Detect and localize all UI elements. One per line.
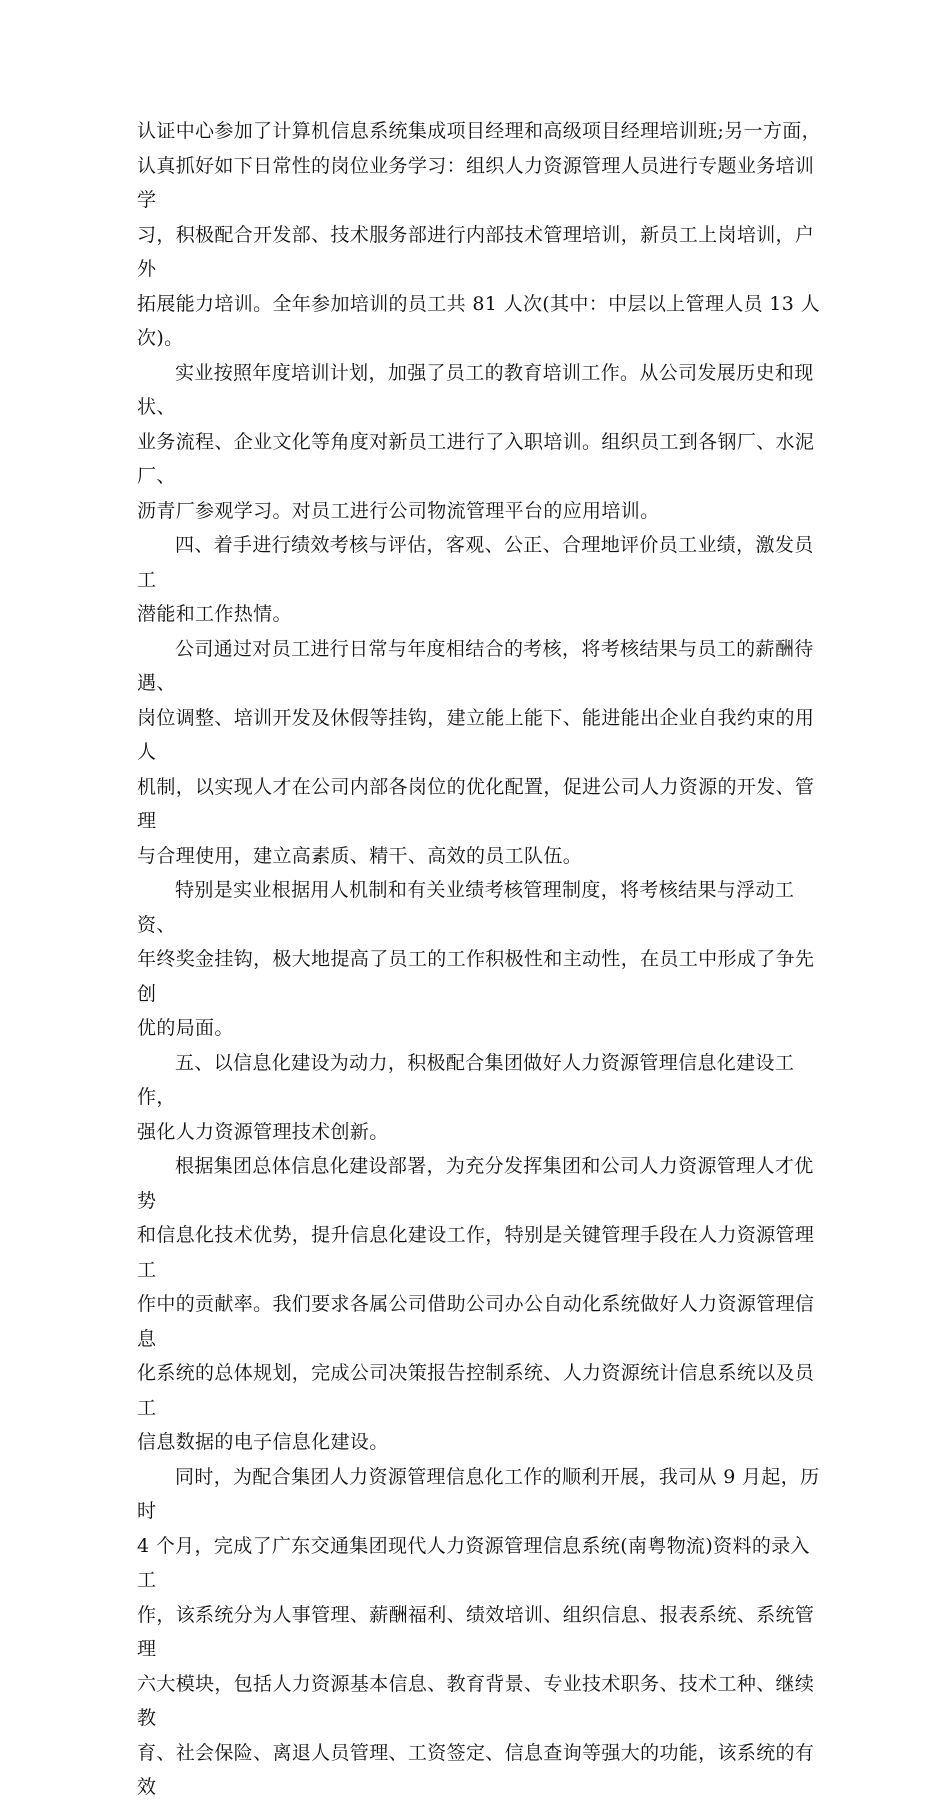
- text-line: 认证中心参加了计算机信息系统集成项目经理和高级项目经理培训班;另一方面，: [137, 120, 822, 142]
- text-line: 岗位调整、培训开发及休假等挂钩，建立能上能下、能进能出企业自我约束的用人: [137, 706, 815, 763]
- text-line: 五、以信息化建设为动力，积极配合集团做好人力资源管理信息化建设工作，: [137, 1051, 795, 1108]
- document-body: [137, 114, 827, 1805]
- paragraph: [137, 873, 827, 1046]
- text-line: 和信息化技术优势，提升信息化建设工作，特别是关键管理手段在人力资源管理工: [137, 1224, 815, 1281]
- text-line: 同时，为配合集团人力资源管理信息化工作的顺利开展，我司从 9 月起，历时: [137, 1465, 820, 1522]
- paragraph: [137, 632, 827, 874]
- paragraph: [137, 114, 827, 356]
- text-line: 强化人力资源管理技术创新。: [137, 1120, 389, 1143]
- text-line: 4 个月，完成了广东交通集团现代人力资源管理信息系统(南粤物流)资料的录入工: [137, 1534, 810, 1591]
- text-line: 六大模块，包括人力资源基本信息、教育背景、专业技术职务、技术工种、继续教: [137, 1672, 815, 1729]
- text-line: 实业按照年度培训计划，加强了员工的教育培训工作。从公司发展历史和现状、: [137, 361, 814, 418]
- text-line: 机制，以实现人才在公司内部各岗位的优化配置，促进公司人力资源的开发、管理: [137, 775, 815, 832]
- text-line: 认真抓好如下日常性的岗位业务学习：组织人力资源管理人员进行专题业务培训学: [137, 154, 815, 211]
- text-line: 育、社会保险、离退人员管理、工资签定、信息查询等强大的功能，该系统的有效: [137, 1741, 815, 1798]
- text-line: 与合理使用，建立高素质、精干、高效的员工队伍。: [137, 844, 583, 867]
- text-line: 四、着手进行绩效考核与评估，客观、公正、合理地评价员工业绩，激发员工: [137, 534, 814, 591]
- text-line: 根据集团总体信息化建设部署，为充分发挥集团和公司人力资源管理人才优势: [137, 1155, 814, 1212]
- text-line: 业务流程、企业文化等角度对新员工进行了入职培训。组织员工到各钢厂、水泥厂、: [137, 430, 815, 487]
- paragraph: [137, 1046, 827, 1150]
- text-line: 信息数据的电子信息化建设。: [137, 1431, 389, 1453]
- text-line: 作中的贡献率。我们要求各属公司借助公司办公自动化系统做好人力资源管理信息: [137, 1293, 815, 1350]
- text-line: 优的局面。: [137, 1017, 234, 1039]
- text-line: 公司通过对员工进行日常与年度相结合的考核，将考核结果与员工的薪酬待遇、: [137, 637, 814, 694]
- text-line: 作，该系统分为人事管理、薪酬福利、绩效培训、组织信息、报表系统、系统管理: [137, 1603, 815, 1660]
- text-line: 习，积极配合开发部、技术服务部进行内部技术管理培训，新员工上岗培训，户外: [137, 223, 815, 280]
- text-line: 拓展能力培训。全年参加培训的员工共 81 人次(其中：中层以上管理人员 13 人次)。: [137, 292, 820, 349]
- text-line: 特别是实业根据用人机制和有关业绩考核管理制度，将考核结果与浮动工资、: [137, 879, 795, 936]
- text-line: 潜能和工作热情。: [137, 603, 292, 625]
- paragraph: [137, 1460, 827, 1805]
- paragraph: [137, 528, 827, 632]
- text-line: 年终奖金挂钩，极大地提高了员工的工作积极性和主动性，在员工中形成了争先创: [137, 948, 815, 1005]
- paragraph: [137, 356, 827, 529]
- paragraph: [137, 1149, 827, 1460]
- text-line: 沥青厂参观学习。对员工进行公司物流管理平台的应用培训。: [137, 499, 660, 522]
- text-line: 化系统的总体规划，完成公司决策报告控制系统、人力资源统计信息系统以及员工: [137, 1362, 815, 1419]
